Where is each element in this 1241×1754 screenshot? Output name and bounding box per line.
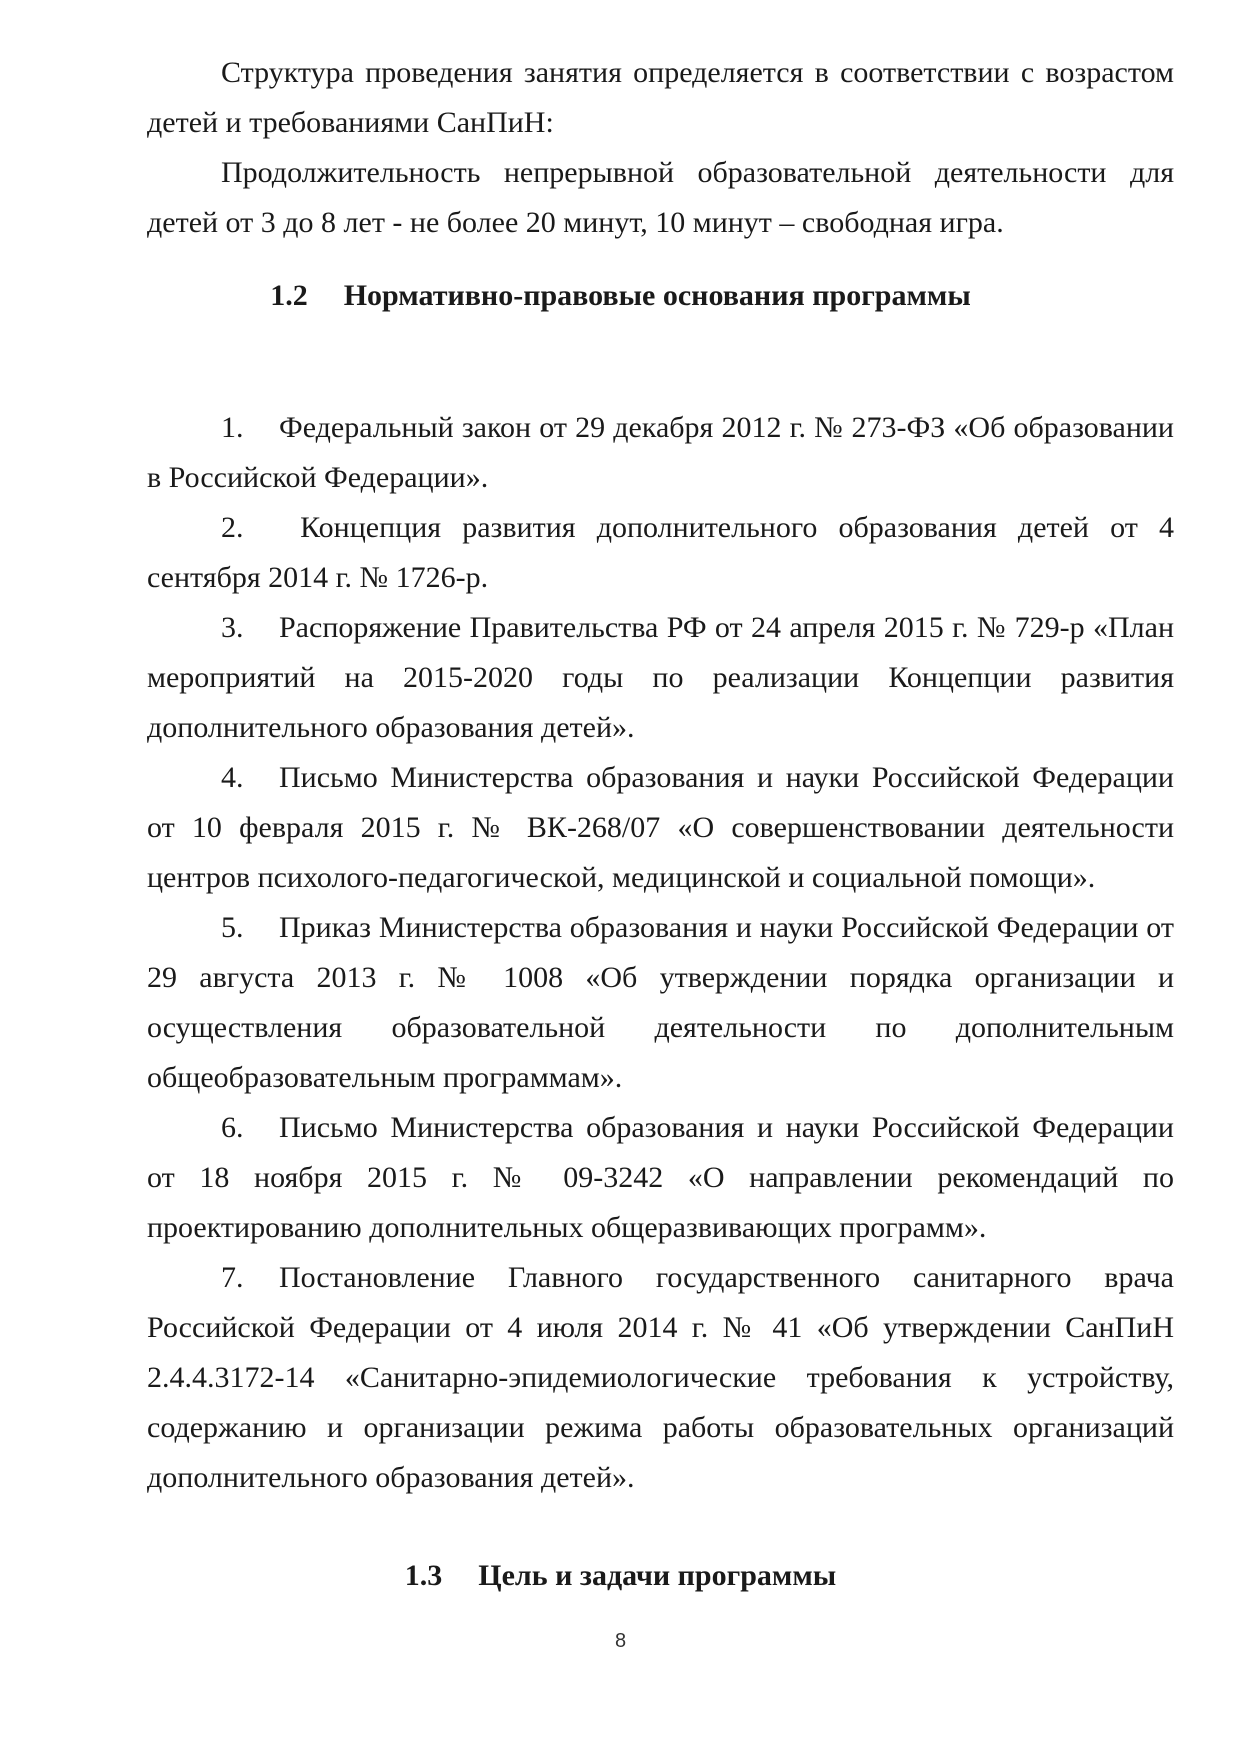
list-item [147, 403, 1174, 503]
list-item [147, 1253, 1174, 1503]
section-number: 1.2 [270, 279, 308, 312]
section-title: Цель и задачи программы [478, 1559, 837, 1592]
intro-block [147, 48, 1174, 248]
list-item-number: 1. [221, 411, 244, 444]
list-item-number: 5. [221, 911, 244, 944]
page-number: 8 [614, 1630, 627, 1652]
list-item-number: 4. [221, 761, 244, 794]
list-item-text: Постановление Главного государственного санитарного врача Российской Федерации от 4 июля 2014 г. № 41 «Об утверждении СанПиН 2.4.4.3172-14 «Санитарно-эпидемиологические требования к устройству, содержанию и организации режима работы образовательных организаций дополнительного образования детей». [147, 1261, 1174, 1494]
list-item-text: Приказ Министерства образования и науки Российской Федерации от 29 августа 2013 г. № 1008 «Об утверждении порядка организации и осуществления образовательной деятельности по дополнительным общеобразовательным программам». [147, 911, 1174, 1094]
list-item [147, 503, 1174, 603]
list-item-text: Федеральный закон от 29 декабря 2012 г. № 273-ФЗ «Об образовании в Российской Федерации». [147, 411, 1174, 494]
list-item-number: 3. [221, 611, 244, 644]
list-item-text: Письмо Министерства образования и науки Российской Федерации от 10 февраля 2015 г. № ВК-268/07 «О совершенствовании деятельности центров психолого-педагогической, медицинской и социальной помощи». [147, 761, 1174, 894]
list-item-number: 6. [221, 1111, 244, 1144]
list-item-text: Концепция развития дополнительного образования детей от 4 сентября 2014 г. № 1726-р. [147, 511, 1174, 594]
intro-paragraph-1: Структура проведения занятия определяется в соответствии с возрастом детей и требованиями СанПиН: [147, 56, 1174, 139]
list-item [147, 903, 1174, 1103]
intro-paragraph-2: Продолжительность непрерывной образовательной деятельности для детей от 3 до 8 лет - не более 20 минут, 10 минут – свободная игра. [147, 156, 1174, 239]
list-item [147, 753, 1174, 903]
list-item-text: Письмо Министерства образования и науки Российской Федерации от 18 ноября 2015 г. № 09-3242 «О направлении рекомендаций по проектированию дополнительных общеразвивающих программ». [147, 1111, 1174, 1244]
section-number: 1.3 [404, 1559, 443, 1592]
list-item [147, 603, 1174, 753]
list-item [147, 1103, 1174, 1253]
list-item-number: 7. [221, 1261, 244, 1294]
section-heading-1-2 [0, 276, 1241, 316]
legal-basis-list [147, 403, 1174, 1503]
list-item-number: 2. [221, 511, 244, 544]
section-title: Нормативно-правовые основания программы [343, 279, 971, 312]
list-item-text: Распоряжение Правительства РФ от 24 апреля 2015 г. № 729-р «План мероприятий на 2015-2020 годы по реализации Концепции развития дополнительного образования детей». [147, 611, 1174, 744]
section-heading-1-3 [0, 1556, 1241, 1596]
